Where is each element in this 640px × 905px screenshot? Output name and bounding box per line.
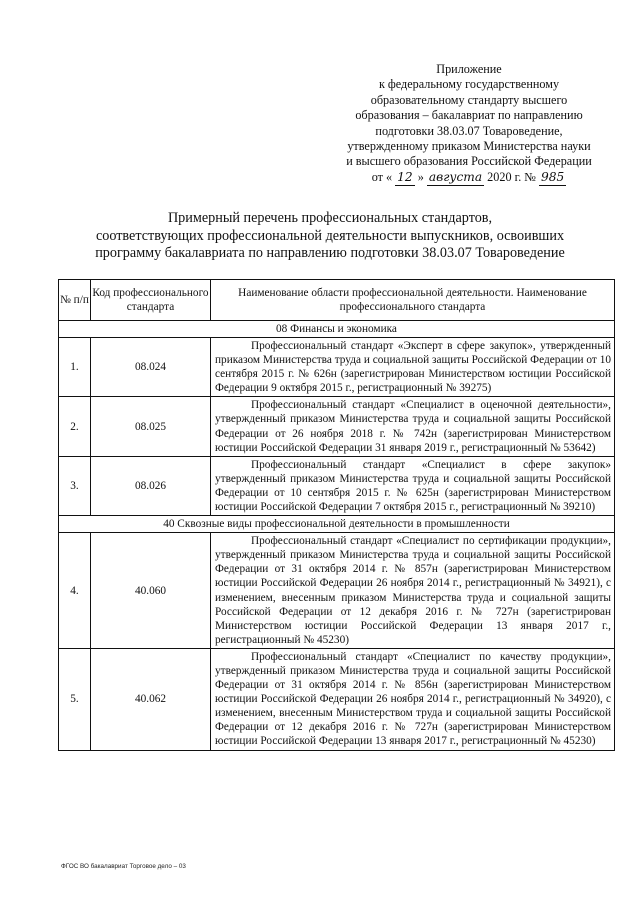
standard-description: Профессиональный стандарт «Эксперт в сфере закупок», утвержденный приказом Министерства труда и социальной защиты Российской Федерации от 10 сентября 2015 г. № 626н (зарегистрирован Министерством юстиции Российской Федерации 9 октября 2015 г., регистрационный № 39275) [211,338,615,397]
date-prefix: от « [371,169,393,184]
title-line: программу бакалавриата по направлению подготовки 38.03.07 Товароведение [95,245,565,261]
row-number: 3. [59,456,91,515]
standard-description: Профессиональный стандарт «Специалист по качеству продукции», утвержденный приказом Министерства труда и социальной защиты Российской Федерации от 31 октября 2014 г. № 856н (зарегистрирован Министерством юстиции Российской Федерации 26 ноября 2014 г., регистрационный № 34920), с изменением, внесенным Министерством труда и социальной защиты Российской Федерации от 12 декабря 2016 г. № 727н (зарегистрирован Министерством юстиции Российской Федерации 13 января 2017 г., регистрационный № 45230) [211,648,615,750]
appendix-line: образовательному стандарту высшего [370,92,568,107]
order-number: 985 [539,170,566,186]
appendix-line: к федеральному государственному [378,77,560,92]
standard-code: 08.024 [91,338,211,397]
date-day: 12 [395,170,415,186]
appendix-line: подготовки 38.03.07 Товароведение, [375,123,563,138]
date-month: августа [427,170,484,186]
header-code: Код профессионального стандарта [91,280,211,321]
appendix-line: образования – бакалавриат по направлению [355,108,583,123]
standard-description: Профессиональный стандарт «Специалист в оценочной деятельности», утвержденный приказом Министерства труда и социальной защиты Российской Федерации от 26 ноября 2018 г. № 742н (зарегистрирован Министерством юстиции Российской Федерации 31 января 2019 г., регистрационный № 53642) [211,397,615,456]
table-row [59,648,615,750]
appendix-line: утвержденному приказом Министерства науки [347,139,591,154]
table-row [59,533,615,649]
standards-table [58,279,615,751]
page-footer: ФГОС ВО бакалавриат Торговое дело – 03 [61,863,186,870]
section-row [59,516,615,533]
appendix-line: Приложение [436,62,502,76]
row-number: 2. [59,397,91,456]
table-row [59,456,615,515]
date-year: 2020 г. № [487,169,536,184]
standard-code: 40.060 [91,533,211,649]
order-date-line [330,170,608,186]
section-title: 08 Финансы и экономика [59,321,615,338]
document-title [60,210,600,263]
standard-description: Профессиональный стандарт «Специалист по сертификации продукции», утвержденный приказом Министерства труда и социальной защиты Российской Федерации от 31 октября 2014 г. № 857н (зарегистрирован Министерством юстиции Российской Федерации 26 ноября 2014 г., регистрационный № 34921), с изменением, внесенным приказом Министерства труда и социальной защиты Российской Федерации от 12 декабря 2016 г. № 727н (зарегистрирован Министерством юстиции Российской Федерации 13 января 2017 г., регистрационный № 45230) [211,533,615,649]
table-header-row [59,280,615,321]
standard-code: 40.062 [91,648,211,750]
standard-code: 08.026 [91,456,211,515]
appendix-block [330,62,608,186]
section-row [59,321,615,338]
date-mid: » [417,169,424,184]
table-row [59,397,615,456]
section-title: 40 Сквозные виды профессиональной деятельности в промышленности [59,516,615,533]
title-line: Примерный перечень профессиональных стандартов, [167,210,493,226]
header-name: Наименование области профессиональной деятельности. Наименование профессионального стандарта [211,280,615,321]
row-number: 1. [59,338,91,397]
row-number: 4. [59,533,91,649]
table-row [59,338,615,397]
appendix-line: и высшего образования Российской Федерации [346,154,592,169]
header-num: № п/п [59,280,91,321]
standard-code: 08.025 [91,397,211,456]
title-line: соответствующих профессиональной деятельности выпускников, освоивших [95,227,565,244]
standard-description: Профессиональный стандарт «Специалист в сфере закупок» утвержденный приказом Министерства труда и социальной защиты Российской Федерации от 10 сентября 2015 г. № 625н (зарегистрирован Министерством юстиции Российской Федерации 7 октября 2015 г., регистрационный № 39210) [211,456,615,515]
row-number: 5. [59,648,91,750]
